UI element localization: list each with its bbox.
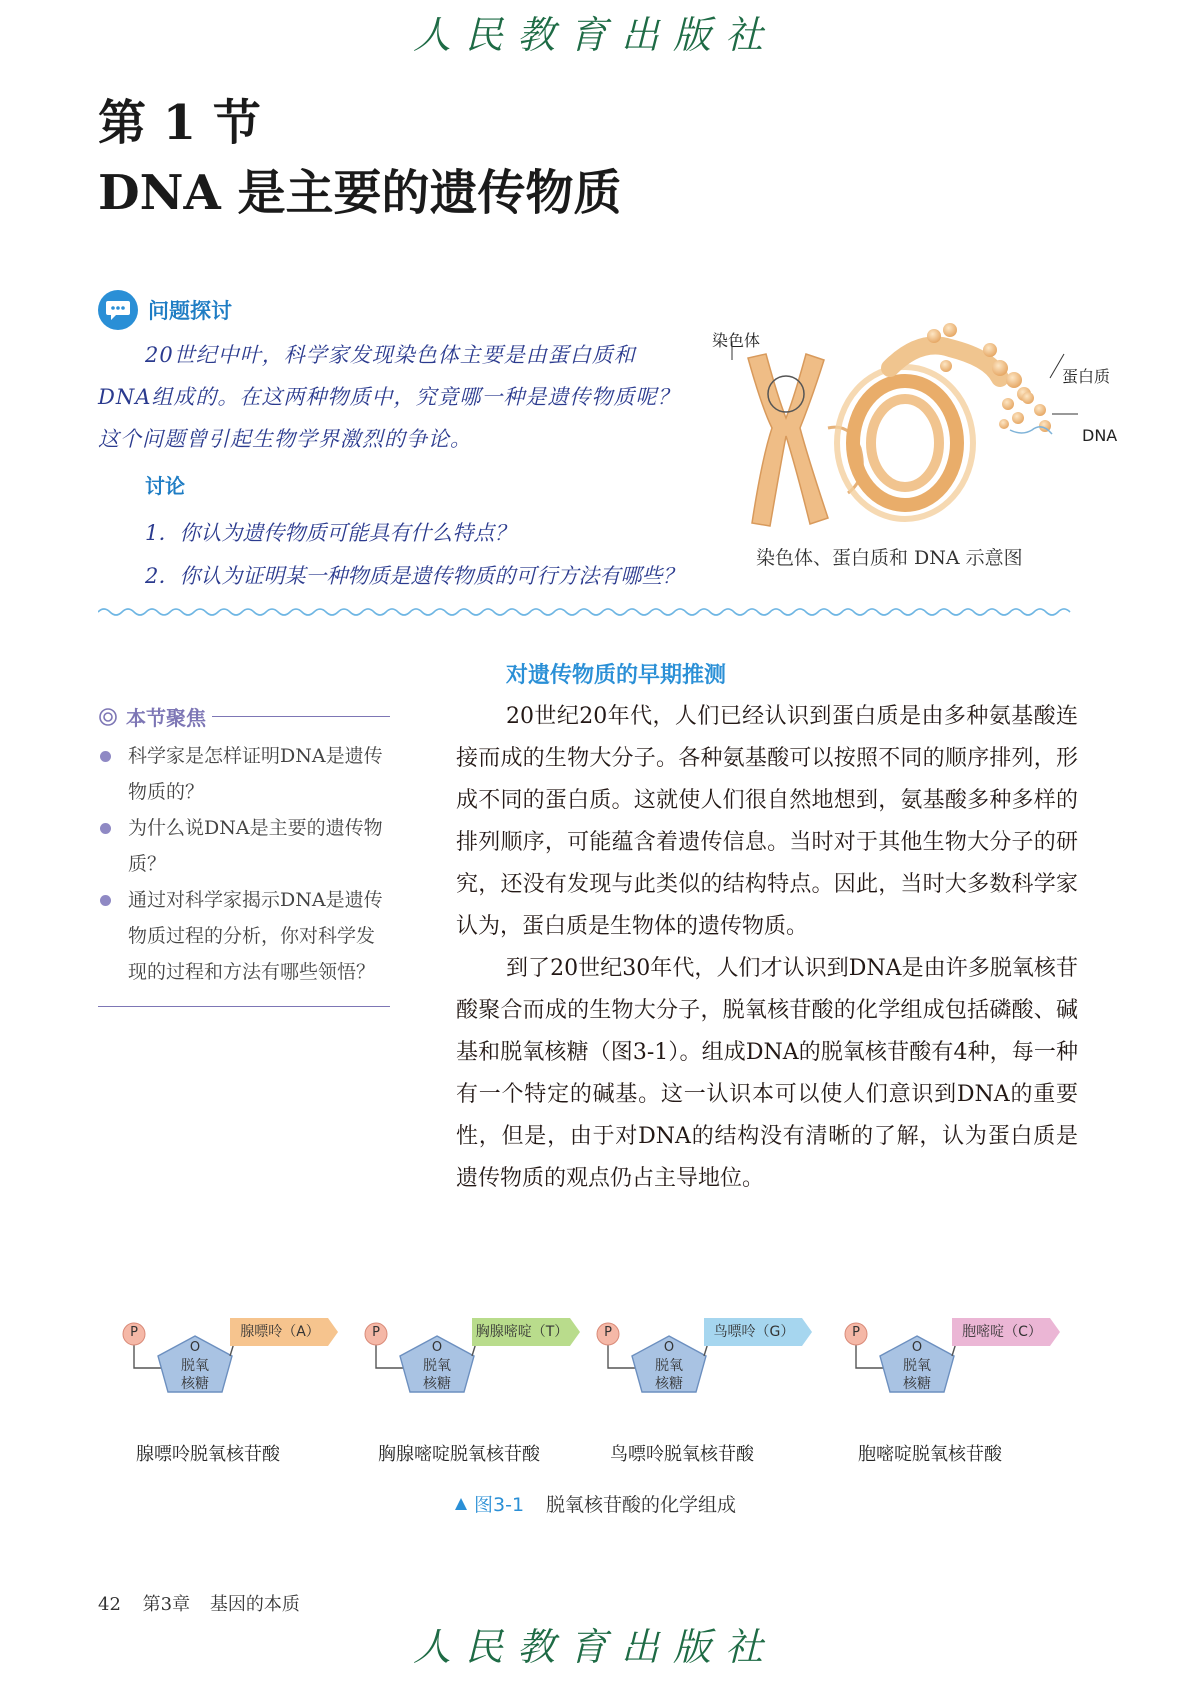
label-protein: 蛋白质 <box>1062 367 1111 386</box>
sugar-label-line2: 核糖 <box>903 1376 931 1392</box>
phosphate-label: P <box>852 1325 860 1340</box>
chromosome-illustration <box>700 318 1120 538</box>
sugar-label-line1: 脱氧 <box>181 1358 209 1374</box>
nucleotide-diagram <box>842 1300 1072 1480</box>
body-paragraph-2: 到了20世纪30年代，人们才认识到DNA是由许多脱氧核苷酸聚合而成的生物大分子，脱氧核苷酸的化学组成包括磷酸、碱基和脱氧核糖（图3-1）。组成DNA的脱氧核苷酸有4种，每一种有一个特定的碱基。这一认识本可以使人们意识到DNA的重要性，但是，由于对DNA的结构没有清晰的了解，认为蛋白质是遗传物质的观点仍占主导地位。 <box>456 956 1078 1191</box>
nucleotide-diagram <box>362 1300 592 1480</box>
nucleotide-figure <box>0 1300 1190 1480</box>
page-footer <box>98 1590 300 1616</box>
base-label: 鸟嘌呤（G） <box>713 1324 795 1340</box>
base-label: 腺嘌呤（A） <box>240 1324 320 1340</box>
sugar-label-line2: 核糖 <box>423 1376 451 1392</box>
inquiry-header <box>98 290 232 330</box>
main-heading: 对遗传物质的早期推测 <box>506 663 727 688</box>
label-dna: DNA <box>1082 426 1118 445</box>
oxygen-label: O <box>189 1340 201 1355</box>
base-label: 胸腺嘧啶（T） <box>475 1324 569 1340</box>
nucleotide-diagram <box>120 1300 350 1480</box>
focus-item: 通过对科学家揭示DNA是遗传物质过程的分析，你对科学发现的过程和方法有哪些领悟？ <box>98 882 390 990</box>
section-heading: DNA 是主要的遗传物质 <box>98 165 622 221</box>
oxygen-label: O <box>911 1340 923 1355</box>
focus-bottom-rule <box>98 1006 390 1007</box>
phosphate-label: P <box>372 1325 380 1340</box>
focus-item: 科学家是怎样证明DNA是遗传物质的？ <box>98 738 390 810</box>
figure-number: 图3-1 <box>474 1494 525 1516</box>
inquiry-label: 问题探讨 <box>148 299 232 323</box>
sugar-label-line2: 核糖 <box>181 1376 209 1392</box>
chromosome-shape <box>748 354 828 526</box>
oxygen-label: O <box>663 1340 675 1355</box>
sugar-label-line1: 脱氧 <box>903 1358 931 1374</box>
inquiry-paragraph: 20世纪中叶，科学家发现染色体主要是由蛋白质和DNA组成的。在这两种物质中，究竟哪一种是遗传物质呢？这个问题曾引起生物学界激烈的争论。 <box>98 343 680 451</box>
phosphate-label: P <box>604 1325 612 1340</box>
nucleotide-name: 胞嘧啶脱氧核苷酸 <box>858 1444 1002 1465</box>
body-paragraph-1: 20世纪20年代，人们已经认识到蛋白质是由多种氨基酸连接而成的生物大分子。各种氨基酸可以按照不同的顺序排列，形成不同的蛋白质。这就使人们很自然地想到，氨基酸多种多样的排列顺序，可能蕴含着遗传信息。当时对于其他生物大分子的研究，还没有发现与此类似的结构特点。因此，当时大多数科学家认为，蛋白质是生物体的遗传物质。 <box>456 704 1078 939</box>
chapter-number: 第3章 <box>142 1594 191 1615</box>
figure-top-caption: 染色体、蛋白质和 DNA 示意图 <box>756 547 1023 569</box>
chapter-title: 基因的本质 <box>209 1594 300 1615</box>
page-number: 42 <box>98 1594 121 1615</box>
publisher-logo-bottom: 人民教育出版社 <box>412 1625 777 1669</box>
publisher-logo-top: 人民教育出版社 <box>412 13 777 57</box>
discussion-question-1: 1．你认为遗传物质可能具有什么特点？ <box>145 521 516 545</box>
focus-header <box>98 702 390 731</box>
sugar-label-line1: 脱氧 <box>655 1358 683 1374</box>
nucleotide-name: 腺嘌呤脱氧核苷酸 <box>136 1444 280 1465</box>
focus-label: 本节聚焦 <box>126 706 206 730</box>
section-title <box>98 88 621 228</box>
target-icon <box>98 707 118 727</box>
focus-rule <box>212 716 390 717</box>
nucleotide-name: 胸腺嘧啶脱氧核苷酸 <box>378 1444 540 1465</box>
wavy-divider <box>98 606 1076 618</box>
discussion-label: 讨论 <box>145 474 185 498</box>
sugar-label-line2: 核糖 <box>655 1376 683 1392</box>
nucleotide-diagram <box>594 1300 824 1480</box>
figure-3-1-caption <box>454 1490 736 1517</box>
triangle-marker-icon <box>454 1497 468 1511</box>
figure-caption-text: 脱氧核苷酸的化学组成 <box>546 1494 737 1516</box>
nucleotide-name: 鸟嘌呤脱氧核苷酸 <box>610 1444 754 1465</box>
chromatin-coil <box>828 346 1000 520</box>
main-body <box>456 696 1078 1200</box>
focus-item: 为什么说DNA是主要的遗传物质？ <box>98 810 390 882</box>
oxygen-label: O <box>431 1340 443 1355</box>
phosphate-label: P <box>130 1325 138 1340</box>
focus-list <box>98 738 390 990</box>
speech-bubble-icon <box>98 290 138 330</box>
base-label: 胞嘧啶（C） <box>962 1324 1042 1340</box>
sugar-label-line1: 脱氧 <box>423 1358 451 1374</box>
label-chromosome: 染色体 <box>712 331 761 350</box>
section-number: 第 1 节 <box>98 95 261 151</box>
discussion-question-2: 2．你认为证明某一种物质是遗传物质的可行方法有哪些？ <box>145 564 684 588</box>
